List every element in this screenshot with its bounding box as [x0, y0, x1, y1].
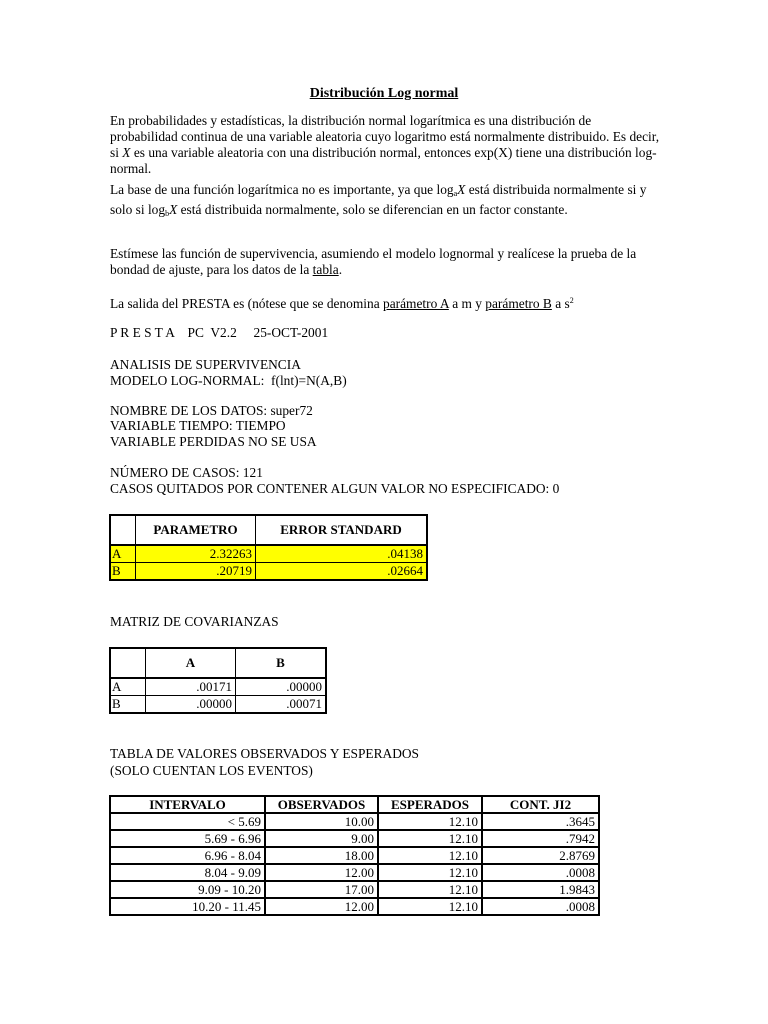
cov-cell: .00071 — [236, 696, 327, 714]
covariance-title: MATRIZ DE COVARIANZAS — [110, 614, 279, 629]
parameter-table — [109, 514, 428, 581]
table-row — [110, 898, 599, 915]
observed-expected-table — [109, 795, 600, 916]
expected-cell: 12.10 — [378, 881, 482, 898]
interval-cell: 6.96 - 8.04 — [110, 847, 265, 864]
time-variable-line: VARIABLE TIEMPO: TIEMPO — [110, 418, 286, 433]
cov-header-a: A — [146, 648, 236, 678]
page-title: Distribución Log normal — [309, 86, 459, 101]
obs-header-esperados: ESPERADOS — [378, 796, 482, 813]
parametro-a-link[interactable]: parámetro A — [383, 296, 449, 311]
param-value: 2.32263 — [136, 545, 256, 563]
table-row — [110, 813, 599, 830]
cov-cell: .00171 — [146, 678, 236, 696]
chi2-cell: 1.9843 — [482, 881, 599, 898]
cov-header-blank — [110, 648, 146, 678]
obs-header-observados: OBSERVADOS — [265, 796, 378, 813]
observed-cell: 12.00 — [265, 898, 378, 915]
table-row — [110, 830, 599, 847]
interval-cell: 10.20 - 11.45 — [110, 898, 265, 915]
param-value: .20719 — [136, 563, 256, 581]
obs-header-contji2: CONT. JI2 — [482, 796, 599, 813]
loss-variable-line: VARIABLE PERDIDAS NO SE USA — [110, 434, 317, 449]
table-row — [110, 864, 599, 881]
cov-row-label: A — [110, 678, 146, 696]
removed-cases-line: CASOS QUITADOS POR CONTENER ALGUN VALOR NO ESPECIFICADO: 0 — [110, 481, 560, 496]
cov-cell: .00000 — [146, 696, 236, 714]
table-row — [110, 881, 599, 898]
param-error: .04138 — [256, 545, 428, 563]
chi2-cell: .7942 — [482, 830, 599, 847]
observed-cell: 17.00 — [265, 881, 378, 898]
param-header-parametro: PARAMETRO — [136, 515, 256, 545]
chi2-cell: .0008 — [482, 898, 599, 915]
expected-cell: 12.10 — [378, 898, 482, 915]
interval-cell: 9.09 - 10.20 — [110, 881, 265, 898]
analysis-line-2: MODELO LOG-NORMAL: f(lnt)=N(A,B) — [110, 373, 347, 388]
analysis-line-1: ANALISIS DE SUPERVIVENCIA — [110, 357, 301, 372]
intro-paragraph-1: En probabilidades y estadísticas, la distribución normal logarítmica es una distribución de probabilidad continua de una variable aleatoria cuyo logaritmo está normalmente distribuido. Es decir, si X es una variable aleatoria con una distribución normal, entonces exp(X) tiene una distribución log-normal. — [110, 113, 660, 176]
observed-table-subtitle: (SOLO CUENTAN LOS EVENTOS) — [110, 763, 313, 778]
cov-header-b: B — [236, 648, 327, 678]
case-count-line: NÚMERO DE CASOS: 121 — [110, 465, 263, 480]
chi2-cell: .0008 — [482, 864, 599, 881]
expected-cell: 12.10 — [378, 813, 482, 830]
param-header-blank — [110, 515, 136, 545]
expected-cell: 12.10 — [378, 830, 482, 847]
intro-paragraph-3: Estímese las función de supervivencia, asumiendo el modelo lognormal y realícese la prueba de la bondad de ajuste, para los datos de la tabla. — [110, 246, 637, 277]
interval-cell: 8.04 - 9.09 — [110, 864, 265, 881]
table-row — [110, 678, 326, 696]
param-header-error: ERROR STANDARD — [256, 515, 428, 545]
observed-table-title: TABLA DE VALORES OBSERVADOS Y ESPERADOS — [110, 746, 419, 761]
data-name-line: NOMBRE DE LOS DATOS: super72 — [110, 403, 313, 418]
cov-cell: .00000 — [236, 678, 327, 696]
tabla-link[interactable]: tabla — [312, 262, 339, 277]
covariance-table — [109, 647, 327, 714]
parametro-b-link[interactable]: parámetro B — [485, 296, 552, 311]
interval-cell: < 5.69 — [110, 813, 265, 830]
observed-cell: 18.00 — [265, 847, 378, 864]
observed-cell: 12.00 — [265, 864, 378, 881]
table-row — [110, 545, 427, 563]
expected-cell: 12.10 — [378, 847, 482, 864]
param-name: B — [110, 563, 136, 581]
chi2-cell: .3645 — [482, 813, 599, 830]
expected-cell: 12.10 — [378, 864, 482, 881]
table-row — [110, 696, 326, 714]
chi2-cell: 2.8769 — [482, 847, 599, 864]
interval-cell: 5.69 - 6.96 — [110, 830, 265, 847]
table-row — [110, 563, 427, 581]
table-row — [110, 847, 599, 864]
obs-header-intervalo: INTERVALO — [110, 796, 265, 813]
param-error: .02664 — [256, 563, 428, 581]
observed-cell: 9.00 — [265, 830, 378, 847]
param-name: A — [110, 545, 136, 563]
intro-paragraph-2: La base de una función logarítmica no es importante, ya que $\log_aX$ está distribuida normalmente si y solo si $\log_bX$ está distribuida normalmente, solo se diferencian en un factor constante. — [110, 182, 647, 218]
presta-header: P R E S T A PC V2.2 25-OCT-2001 — [110, 325, 329, 340]
intro-paragraph-4: La salida del PRESTA es (nótese que se denomina parámetro A a m y parámetro B a $s^2$ — [110, 296, 574, 311]
cov-row-label: B — [110, 696, 146, 714]
observed-cell: 10.00 — [265, 813, 378, 830]
